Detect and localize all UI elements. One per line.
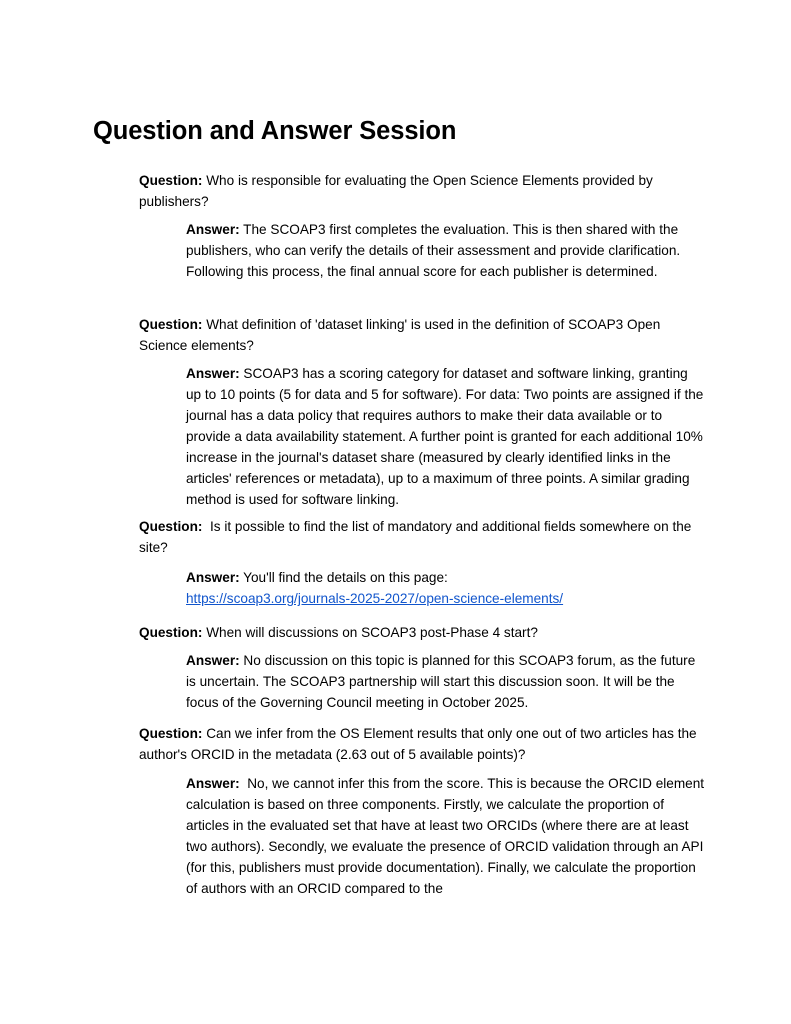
answer-label: Answer: bbox=[186, 653, 240, 668]
question-label: Question: bbox=[139, 519, 203, 534]
question-5 bbox=[139, 723, 709, 765]
open-science-elements-link[interactable]: https://scoap3.org/journals-2025-2027/open-science-elements/ bbox=[186, 591, 564, 606]
question-text: Who is responsible for evaluating the Open Science Elements provided by publishers? bbox=[139, 173, 653, 209]
question-label: Question: bbox=[139, 726, 203, 741]
page-title: Question and Answer Session bbox=[93, 117, 457, 145]
question-text: When will discussions on SCOAP3 post-Phase 4 start? bbox=[206, 625, 538, 640]
question-label: Question: bbox=[139, 173, 203, 188]
answer-text: No discussion on this topic is planned for this SCOAP3 forum, as the future is uncertain. The SCOAP3 partnership will start this discussion soon. It will be the focus of the Governing Council meeting in October 2025. bbox=[186, 653, 696, 710]
answer-5 bbox=[186, 773, 706, 899]
question-4 bbox=[139, 622, 709, 643]
answer-label: Answer: bbox=[186, 222, 240, 237]
answer-4 bbox=[186, 650, 706, 713]
question-label: Question: bbox=[139, 317, 203, 332]
answer-text: No, we cannot infer this from the score. This is because the ORCID element calculation is based on three components. Firstly, we calculate the proportion of articles in the evaluated set that have at least two ORCIDs (where there are at least two authors). Secondly, we evaluate the presence of ORCID validation through an API (for this, publishers must provide documentation). Finally, we calculate the proportion of authors with an ORCID compared to the bbox=[186, 776, 705, 896]
question-text: Is it possible to find the list of mandatory and additional fields somewhere on the site? bbox=[139, 519, 692, 555]
question-text: What definition of 'dataset linking' is used in the definition of SCOAP3 Open Science elements? bbox=[139, 317, 661, 353]
question-1 bbox=[139, 170, 709, 212]
answer-label: Answer: bbox=[186, 570, 240, 585]
answer-label: Answer: bbox=[186, 776, 240, 791]
question-label: Question: bbox=[139, 625, 203, 640]
question-2 bbox=[139, 314, 709, 356]
answer-3 bbox=[186, 567, 706, 609]
answer-label: Answer: bbox=[186, 366, 240, 381]
answer-text: You'll find the details on this page: bbox=[243, 570, 448, 585]
answer-1 bbox=[186, 219, 706, 282]
answer-text: The SCOAP3 first completes the evaluation. This is then shared with the publishers, who can verify the details of their assessment and provide clarification. Following this process, the final annual score for each publisher is determined. bbox=[186, 222, 681, 279]
question-3 bbox=[139, 516, 709, 558]
answer-text: SCOAP3 has a scoring category for dataset and software linking, granting up to 10 points (5 for data and 5 for software). For data: Two points are assigned if the journal has a data policy that requires authors to make their data available or to provide a data availability statement. A further point is granted for each additional 10% increase in the journal's dataset share (measured by clearly identified links in the articles' references or metadata), up to a maximum of three points. A similar grading method is used for software linking. bbox=[186, 366, 704, 507]
question-text: Can we infer from the OS Element results that only one out of two articles has the author's ORCID in the metadata (2.63 out of 5 available points)? bbox=[139, 726, 697, 762]
answer-2 bbox=[186, 363, 706, 510]
